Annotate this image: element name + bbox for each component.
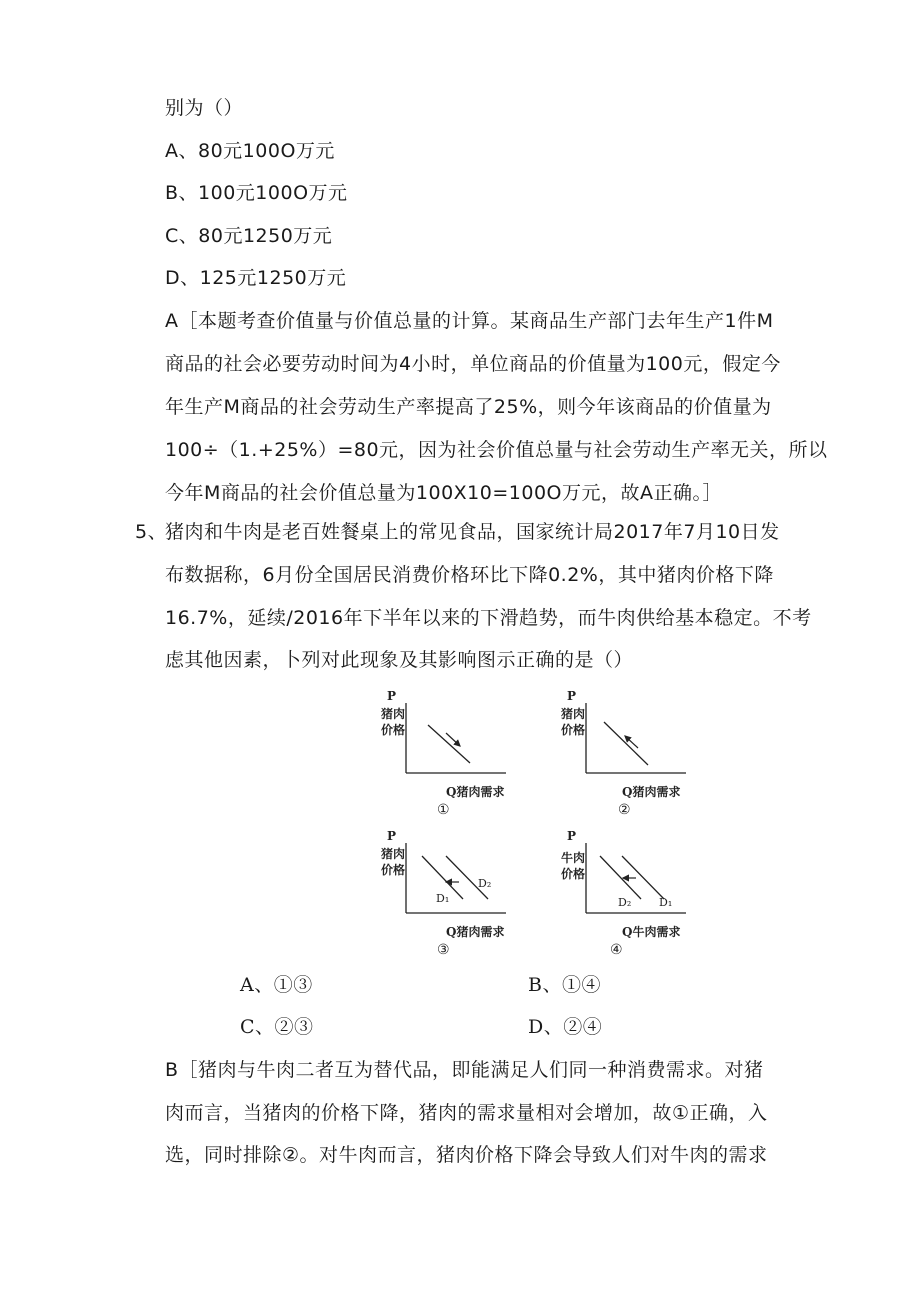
q5-option-c: C、②③ [240,1016,314,1038]
q4-option-a: A、80元100O万元 [165,140,335,162]
graph-1-number: ① [437,802,450,818]
graph-3-y-label: 价格 [381,863,406,877]
graph-4-number: ④ [610,942,623,958]
graph-1-y-label: 猪肉 [381,707,406,721]
q5-answer-line: B［猪肉与牛肉二者互为替代品，即能满足人们同一种消费需求。对猪 [165,1059,764,1081]
graph-4-p-label: P [567,829,577,843]
graph-2-p-label: P [567,689,577,703]
graph-4 [561,829,686,958]
graph-4-curve-label-d1: D₁ [659,896,673,909]
q5-option-a: A、①③ [240,974,313,996]
q4-option-d: D、125元1250万元 [165,267,347,289]
graph-2-y-label: 猪肉 [561,707,586,721]
q5-answer-line: 肉而言，当猪肉的价格下降，猪肉的需求量相对会增加，故①正确，入 [165,1102,768,1124]
graph-4-y-label: 价格 [561,867,586,881]
graph-2-number: ② [618,802,631,818]
graph-3-x-label: Q猪肉需求 [446,925,505,939]
graph-2 [561,689,686,818]
graph-1-demand-curve [428,725,470,763]
q5-stem-line: 布数据称，6月份全国居民消费价格环比下降0.2%，其中猪肉价格下降 [165,564,774,586]
graph-4-curve-label-d2: D₂ [618,896,632,909]
q4-answer-line: A［本题考查价值量与价值总量的计算。某商品生产部门去年生产1件M [165,310,774,332]
q5-stem-line: 猪肉和牛肉是老百姓餐桌上的常见食品，国家统计局2017年7月10日发 [165,521,780,543]
q5-number: 5、 [135,521,168,543]
q5-stem-line: 16.7%，延续/2016年下半年以来的下滑趋势，而牛肉供给基本稳定。不考 [165,607,812,629]
q5-stem-line: 虑其他因素，卜列对此现象及其影响图示正确的是（） [165,649,634,671]
q4-answer-line: 今年M商品的社会价值总量为100X10=100O万元，故A正确。］ [165,482,722,504]
graph-3-y-label: 猪肉 [381,847,406,861]
q4-option-c: C、80元1250万元 [165,225,333,247]
graph-2-x-label: Q猪肉需求 [622,785,681,799]
graph-3-curve-label-d1: D₁ [436,892,450,905]
q4-answer-line: 年生产M商品的社会劳动生产率提高了25%，则今年该商品的价值量为 [165,396,772,418]
graph-2-demand-curve [604,722,648,765]
graph-2-y-label: 价格 [561,723,586,737]
graph-4-y-label: 牛肉 [561,851,586,865]
graph-1-y-label: 价格 [381,723,406,737]
graph-1-p-label: P [387,689,397,703]
graph-3-curve-label-d2: D₂ [478,877,492,890]
q4-answer-line: 商品的社会必要劳动时间为4小时，单位商品的价值量为100元，假定今 [165,353,781,375]
graph-3-p-label: P [387,829,397,843]
graph-3-number: ③ [437,942,450,958]
q5-option-b: B、①④ [528,974,601,996]
q4-answer-line: 100÷（1.+25%）=80元，因为社会价值总量与社会劳动生产率无关，所以 [165,439,828,461]
q5-option-d: D、②④ [528,1016,603,1038]
q4-option-b: B、100元100O万元 [165,182,348,204]
graph-1-x-label: Q猪肉需求 [446,785,505,799]
graph-2-movement-arrow [625,736,638,748]
graph-4-x-label: Q牛肉需求 [622,925,681,939]
graph-3 [381,829,506,958]
q4-stem-tail: 别为（） [165,97,244,119]
q5-answer-line: 选，同时排除②。对牛肉而言，猪肉价格下降会导致人们对牛肉的需求 [165,1144,768,1166]
graph-1 [381,689,506,818]
